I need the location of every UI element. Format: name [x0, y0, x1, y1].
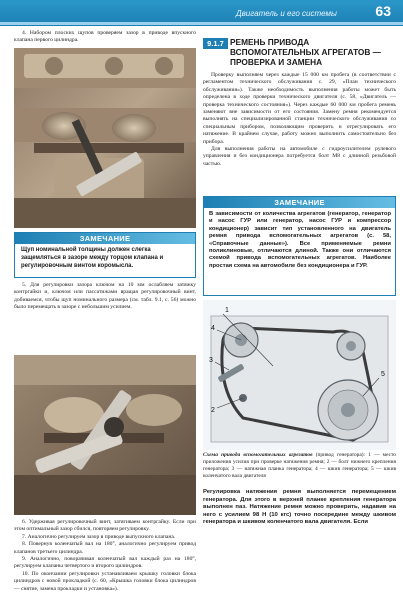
section-body: [203, 72, 396, 168]
left-note-title: ЗАМЕЧАНИЕ: [15, 233, 195, 244]
valve-photo-1: [14, 48, 196, 228]
section-number: 9.1.7: [203, 38, 228, 49]
diagram-label-2: 2: [211, 407, 215, 414]
section-title: РЕМЕНЬ ПРИВОДА ВСПОМОГАТЕЛЬНЫХ АГРЕГАТОВ — ПРОВЕРКА И ЗАМЕНА: [230, 37, 381, 67]
steps-6-10-text: [14, 519, 196, 593]
diagram-label-1: 1: [225, 307, 229, 314]
caption-title: Схема привода вспомогательных агрегатов: [203, 452, 313, 458]
step-10-paragraph: 10. По окончании регулировки устанавливаем крышку головки блока цилиндров с новой прокладкой (с. 60, «Крышка головки блока цилиндров — снятие, замена прокладки и установка»).: [14, 570, 196, 592]
diagram-caption: [203, 452, 396, 480]
left-note-box: [14, 232, 196, 278]
step-6-paragraph: 6. Удерживая регулировочный винт, затягиваем контргайку. Если при этом оптимальный зазор сбился, повторяем регулировку.: [14, 519, 196, 533]
right-note-text: В зависимости от количества агрегатов (генератор, генератор и насос ГУР или генератор, насос ГУР и компрессор кондиционер) зависит тип установленного на двигатель ремня привода вспомогательных агрегатов (с. 58, «Справочные данные»). Все применяемые ремни поликлиновые, отличаются длиной. Также они отличаются схемой привода вспомогательных агрегатов. Наиболее простая схема на автомобиле без кондиционера и ГУР.: [209, 211, 391, 269]
step-5-text: [14, 282, 196, 312]
right-note-box: [203, 196, 396, 296]
step-7-paragraph: 7. Аналогично регулируем зазор в приводе выпускного клапана.: [22, 533, 176, 540]
step-4-paragraph: 4. Набором плоских щупов проверяем зазор в приводе впускного клапана первого цилиндра.: [14, 30, 196, 44]
section-paragraph-2: Для выполнения работы на автомобиле с гидроусилителем рулевого управления и без кондиционера потребуется болт М8 с длинной резьбовой частью.: [203, 146, 396, 167]
step-4-text: [14, 30, 196, 45]
belt-drive-diagram: [203, 300, 396, 450]
diagram-label-4: 4: [211, 325, 215, 332]
step-9-paragraph: 9. Аналогично, поворачивая коленчатый вал каждый раз на 180°, регулируем клапаны четвертого и второго цилиндров.: [14, 556, 196, 570]
left-note-text: Щуп номинальной толщины должен слегка защемляться в зазоре между торцом клапана и регулировочным винтом коромысла.: [21, 247, 164, 269]
caption-text: (привод генератора): 1 — место приложения усилия при проверке натяжения ремня; 2 — болт нижнего крепления генератора; 3 — натяжная планка генератора; 4 — шкив генератора; 5 — шкив коленчатого вала двигателя: [203, 452, 396, 479]
header-section-title: Двигатель и его системы: [236, 9, 337, 18]
diagram-label-3: 3: [209, 357, 213, 364]
valve-photo-2: [14, 355, 196, 515]
page-number: 63: [375, 3, 391, 19]
section-paragraph-1: Проверку выполняем через каждые 15 000 км пробега (в соответствии с регламентом технического обслуживания с. 29, «План технического обслуживания»). Также необходимость выполнения работы может быть определена в ходе проверки технического двигателя (с. 58, «Двигатель — проверка технического состояния»). Через каждые 60 000 км пробега ремень заменяют вне зависимости от его состояния. Замену ремня рекомендуется выполнять на специализированной станции технического обслуживания со специальным прибором, позволяющим проверить и отрегулировать его натяжение. В крайнем случае, работу можно выполнить самостоятельно без прибора.: [203, 72, 396, 145]
tension-bold-note: Регулировка натяжения ремня выполняется перемещением генератора. Для этого в верхней планке крепления генератора выполнен паз. Натяжение ремня можно проверить, надавив на него с усилием 98 Н (10 кгс) точно посередине между шкивом генератора и шкивом коленчатого вала двигателя. Если: [203, 489, 396, 525]
step-5-paragraph: 5. Для регулировки зазора ключом на 10 мм ослабляем затяжку контргайки и, ключом или пассатижами вращая регулировочный винт, добиваемся, чтобы щуп номинального размера (см. табл. 9.1, с. 56) можно было перемещать в зазоре с небольшим усилием.: [14, 282, 196, 311]
right-note-title: ЗАМЕЧАНИЕ: [204, 197, 395, 208]
header-strip: [0, 22, 403, 25]
step-8-paragraph: 8. Повернув коленчатый вал на 180°, аналогично регулируем привод клапанов третьего цилиндра.: [14, 541, 196, 555]
diagram-label-5: 5: [381, 371, 385, 378]
